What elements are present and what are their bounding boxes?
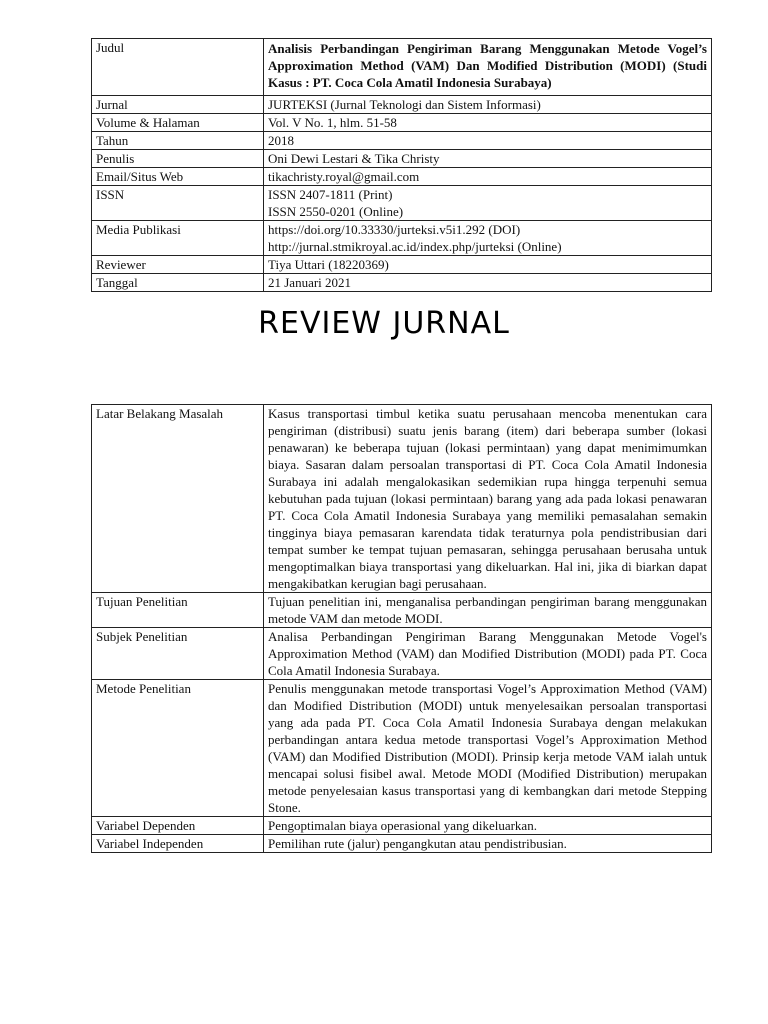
- email-label: Email/Situs Web: [92, 168, 264, 186]
- media-label: Media Publikasi: [92, 221, 264, 256]
- objective-label: Tujuan Penelitian: [92, 593, 264, 628]
- online-link[interactable]: http://jurnal.stmikroyal.ac.id/index.php/jurteksi (Online): [268, 239, 562, 254]
- dependent-variable-value: Pengoptimalan biaya operasional yang dikeluarkan.: [264, 817, 712, 835]
- title-label: Judul: [92, 39, 264, 96]
- author-value: Oni Dewi Lestari & Tika Christy: [264, 150, 712, 168]
- table-row: [92, 593, 712, 628]
- table-row: [92, 96, 712, 114]
- date-label: Tanggal: [92, 274, 264, 292]
- table-row: [92, 132, 712, 150]
- issn-online: ISSN 2550-0201 (Online): [268, 204, 404, 219]
- dependent-variable-label: Variabel Dependen: [92, 817, 264, 835]
- table-row: [92, 221, 712, 256]
- journal-info-table: [91, 38, 712, 292]
- table-row: [92, 835, 712, 853]
- journal-value: JURTEKSI (Jurnal Teknologi dan Sistem Informasi): [264, 96, 712, 114]
- reviewer-value: Tiya Uttari (18220369): [264, 256, 712, 274]
- doi-link[interactable]: https://doi.org/10.33330/jurteksi.v5i1.292 (DOI): [268, 222, 521, 237]
- table-row: [92, 39, 712, 96]
- table-row: [92, 817, 712, 835]
- table-row: [92, 256, 712, 274]
- year-value: 2018: [264, 132, 712, 150]
- year-label: Tahun: [92, 132, 264, 150]
- table-row: [92, 150, 712, 168]
- table-row: [92, 680, 712, 817]
- author-label: Penulis: [92, 150, 264, 168]
- review-table: [91, 404, 712, 853]
- subject-value: Analisa Perbandingan Pengiriman Barang Menggunakan Metode Vogel's Approximation Method (VAM) dan Modified Distribution (MODI) pada PT. Coca Cola Amatil Indonesia Surabaya.: [264, 628, 712, 680]
- independent-variable-label: Variabel Independen: [92, 835, 264, 853]
- background-value: Kasus transportasi timbul ketika suatu perusahaan mencoba menentukan cara pengiriman (distribusi) suatu jenis barang (item) dari beberapa sumber (lokasi penawaran) ke beberapa tujuan (lokasi permintaan) yang dapat menimimumkan biaya. Sasaran dalam persoalan transportasi di PT. Coca Cola Amatil Indonesia Surabaya ini adalah mengalokasikan sedemikian rupa hingga terpenuhi semua kebutuhan pada tujuan (lokasi permintaan) barang yang ada pada lokasi penawaran PT. Coca Cola Amatil Indonesia Surabaya yang memiliki pemasalahan semakin tingginya biaya pemasaran karendata tidak teraturnya pola pendistribusian dari tempat sumber ke tempat tujuan pemasaran, sehingga perusahaan berusaha untuk mengoptimalkan biaya transportasi yang dikeluarkan. Hal ini, jika di biarkan dapat mengakibatkan kerugian bagi perusahaan.: [264, 405, 712, 593]
- table-row: [92, 114, 712, 132]
- table-row: [92, 274, 712, 292]
- independent-variable-value: Pemilihan rute (jalur) pengangkutan atau pendistribusian.: [264, 835, 712, 853]
- media-value: [264, 221, 712, 256]
- page-heading: REVIEW JURNAL: [258, 306, 510, 341]
- table-row: [92, 168, 712, 186]
- background-label: Latar Belakang Masalah: [92, 405, 264, 593]
- objective-value: Tujuan penelitian ini, menganalisa perbandingan pengiriman barang menggunakan metode VAM dan metode MODI.: [264, 593, 712, 628]
- subject-label: Subjek Penelitian: [92, 628, 264, 680]
- email-value: tikachristy.royal@gmail.com: [264, 168, 712, 186]
- reviewer-label: Reviewer: [92, 256, 264, 274]
- issn-print: ISSN 2407-1811 (Print): [268, 187, 393, 202]
- method-label: Metode Penelitian: [92, 680, 264, 817]
- issn-label: ISSN: [92, 186, 264, 221]
- table-row: [92, 186, 712, 221]
- volume-value: Vol. V No. 1, hlm. 51-58: [264, 114, 712, 132]
- journal-title: Analisis Perbandingan Pengiriman Barang Menggunakan Metode Vogel’s Approximation Method (VAM) Dan Modified Distribution (MODI) (Studi Kasus : PT. Coca Cola Amatil Indonesia Surabaya): [264, 39, 712, 96]
- volume-label: Volume & Halaman: [92, 114, 264, 132]
- issn-value: [264, 186, 712, 221]
- method-value: Penulis menggunakan metode transportasi Vogel’s Approximation Method (VAM) dan Modified Distribution (MODI) untuk menyelesaikan persoalan transportasi yang ada pada PT. Coca Cola Amatil Indonesia Surabaya dengan melakukan perbandingan antara kedua metode transportasi Vogel’s Approximation Method (VAM) dan Modified Distribution (MODI). Prinsip kerja metode VAM ialah untuk mencapai solusi fisibel awal. Metode MODI (Modified Distribution) merupakan metode penyelesaian kasus transportasi yang di kembangkan dari metode Stepping Stone.: [264, 680, 712, 817]
- table-row: [92, 628, 712, 680]
- table-row: [92, 405, 712, 593]
- date-value: 21 Januari 2021: [264, 274, 712, 292]
- journal-label: Jurnal: [92, 96, 264, 114]
